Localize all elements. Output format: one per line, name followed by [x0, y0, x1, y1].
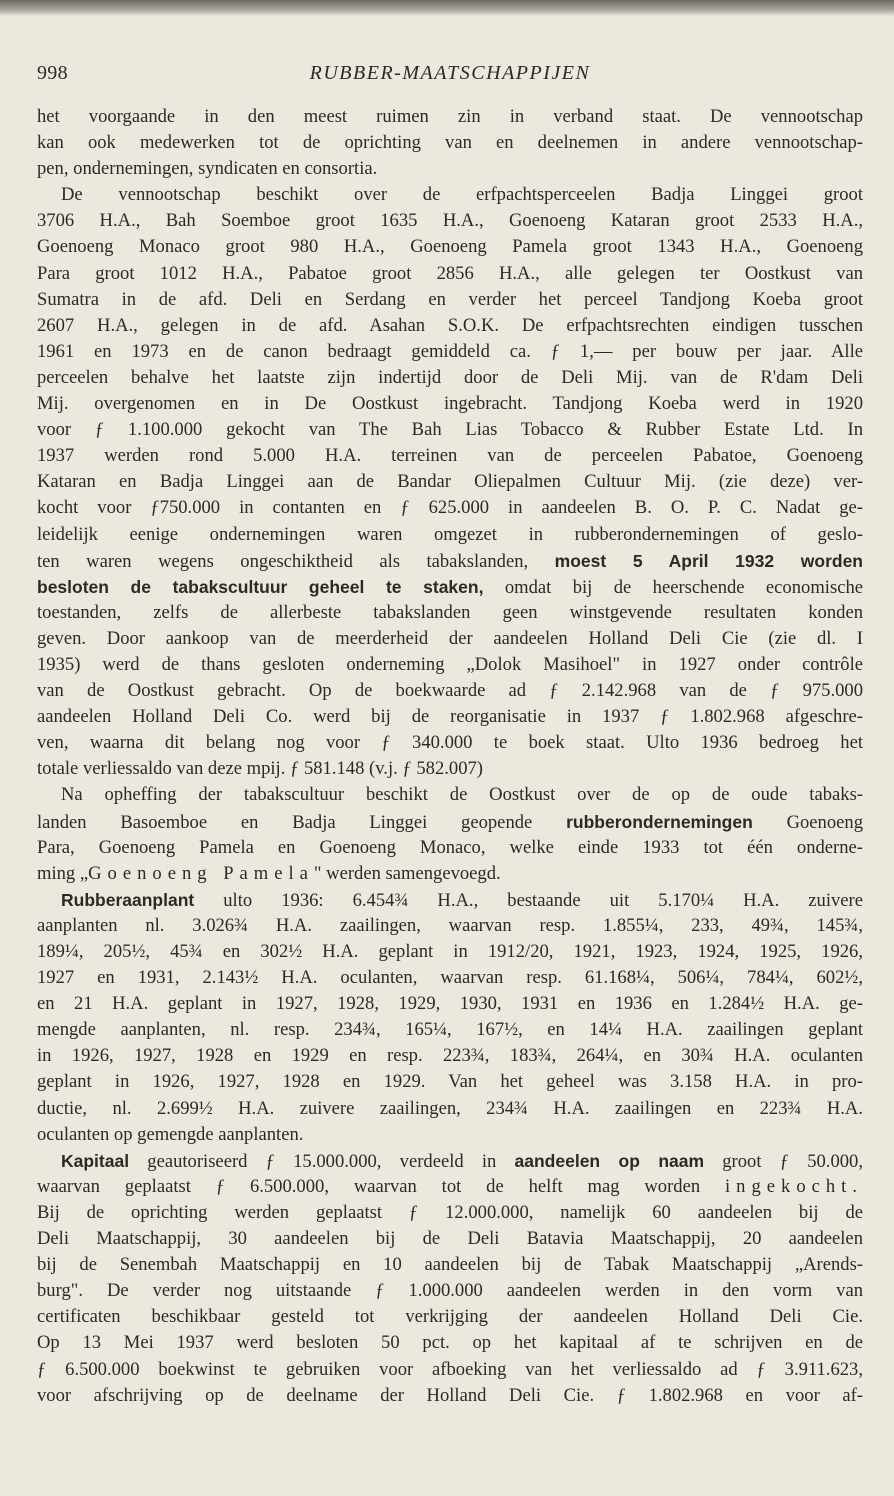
text-line: ven, waarna dit belang nog voor ƒ 340.000 te boek staat. Ulto 1936 bedroeg het: [37, 732, 863, 754]
bold-phrase: besloten de tabakscultuur geheel te staken,: [37, 576, 484, 597]
text-line: Na opheffing der tabakscultuur beschikt de Oostkust over de op de oude tabaks-: [61, 784, 863, 806]
text-line: voor ƒ 1.100.000 gekocht van The Bah Lias Tobacco & Rubber Estate Ltd. In: [37, 419, 863, 441]
section-heading: Rubberaanplant: [61, 889, 195, 910]
text-line: landen Basoemboe en Badja Linggei geopende rubberondernemingen Goenoeng: [37, 811, 863, 833]
text-line: leidelijk eenige ondernemingen waren omgezet in rubberondernemingen of geslo-: [37, 523, 863, 545]
text-line: 189¼, 205½, 45¾ en 302½ H.A. geplant in 1912/20, 1921, 1923, 1924, 1925, 1926,: [37, 941, 863, 962]
text-line: totale verliessaldo van deze mpij. ƒ 581.148 (v.j. ƒ 582.007): [37, 758, 483, 780]
text-line: Op 13 Mei 1937 werd besloten 50 pct. op het kapitaal af te schrijven en de: [37, 1332, 863, 1354]
page-number: 998: [37, 62, 68, 84]
text-line: pen, ondernemingen, syndicaten en consortia.: [37, 158, 378, 180]
text-line: Para groot 1012 H.A., Pabatoe groot 2856 H.A., alle gelegen ter Oostkust van: [37, 262, 863, 284]
text-line: geven. Door aankoop van de meerderheid der aandeelen Holland Deli Cie (zie dl. I: [37, 627, 863, 649]
text-line: 3706 H.A., Bah Soemboe groot 1635 H.A., Goenoeng Kataran groot 2533 H.A.,: [37, 210, 863, 232]
text-line: ƒ 6.500.000 boekwinst te gebruiken voor afboeking van het verliessaldo ad ƒ 3.911.623,: [37, 1358, 863, 1380]
scan-top-edge: [0, 0, 894, 16]
spaced-word: ingekocht.: [725, 1175, 863, 1197]
text-line: voor afschrijving op de deelname der Holland Deli Cie. ƒ 1.802.968 en voor af-: [37, 1384, 863, 1406]
text-line: Deli Maatschappij, 30 aandeelen bij de Deli Batavia Maatschappij, 20 aandeelen: [37, 1228, 863, 1250]
running-title: RUBBER-MAATSCHAPPIJEN: [309, 62, 591, 84]
bold-phrase: aandeelen op naam: [514, 1150, 705, 1171]
text-line: aandeelen Holland Deli Co. werd bij de reorganisatie in 1937 ƒ 1.802.968 afgeschre-: [37, 706, 863, 728]
text-line: in 1926, 1927, 1928 en 1929 en resp. 223¾, 183¾, 264¼, en 30¾ H.A. oculanten: [37, 1045, 863, 1067]
text-line: besloten de tabakscultuur geheel te staken, omdat bij de heerschende economische: [37, 576, 863, 598]
text-line: Sumatra in de afd. Deli en Serdang en verder het perceel Tandjong Koeba groot: [37, 288, 863, 310]
text-line: Para, Goenoeng Pamela en Goenoeng Monaco, welke einde 1933 tot één onderne-: [37, 836, 863, 858]
text-line: Kataran en Badja Linggei aan de Bandar Oliepalmen Cultuur Mij. (zie deze) ver-: [37, 471, 863, 493]
text-line: De vennootschap beschikt over de erfpachtsperceelen Badja Linggei groot: [61, 184, 863, 206]
text-line: Rubberaanplant ulto 1936: 6.454¾ H.A., bestaande uit 5.170¼ H.A. zuivere: [61, 889, 863, 911]
body-text: [37, 104, 863, 1409]
bold-phrase: rubberondernemingen: [566, 811, 753, 832]
text-line: 1961 en 1973 en de canon bedraagt gemiddeld ca. ƒ 1,— per bouw per jaar. Alle: [37, 340, 863, 362]
text-line: mengde aanplanten, nl. resp. 234¾, 165¼, 167½, en 14¼ H.A. zaailingen geplant: [37, 1019, 863, 1041]
text-line: geplant in 1926, 1927, 1928 en 1929. Van het geheel was 3.158 H.A. in pro-: [37, 1071, 863, 1093]
text-line: 2607 H.A., gelegen in de afd. Asahan S.O.K. De erfpachtsrechten eindigen tusschen: [37, 314, 863, 336]
text-line: perceelen behalve het laatste zijn indertijd door de Deli Mij. van de R'dam Deli: [37, 366, 863, 388]
bold-phrase: moest 5 April 1932 worden: [554, 550, 864, 571]
text-line: aanplanten nl. 3.026¾ H.A. zaailingen, waarvan resp. 1.855¼, 233, 49¾, 145¾,: [37, 914, 863, 936]
text-line: certificaten beschikbaar gesteld tot verkrijging der aandeelen Holland Deli Cie.: [37, 1306, 863, 1328]
text-line: Kapitaal geautoriseerd ƒ 15.000.000, verdeeld in aandeelen op naam groot ƒ 50.000,: [61, 1150, 863, 1172]
text-line: Bij de oprichting werden geplaatst ƒ 12.000.000, namelijk 60 aandeelen bij de: [37, 1201, 863, 1223]
text-line: ductie, nl. 2.699½ H.A. zuivere zaailingen, 234¾ H.A. zaailingen en 223¾ H.A.: [37, 1097, 863, 1119]
text-line: Mij. overgenomen en in De Oostkust ingebracht. Tandjong Koeba werd in 1920: [37, 393, 863, 415]
text-line: 1935) werd de thans gesloten onderneming „Dolok Masihoel" in 1927 onder contrôle: [37, 653, 863, 675]
text-line: ten waren wegens ongeschiktheid als tabakslanden, moest 5 April 1932 worden: [37, 550, 864, 572]
text-line: het voorgaande in den meest ruimen zin in verband staat. De vennootschap: [37, 106, 863, 127]
page-header: [37, 62, 863, 92]
text-line: oculanten op gemengde aanplanten.: [37, 1123, 304, 1145]
text-line: en 21 H.A. geplant in 1927, 1928, 1929, 1930, 1931 en 1936 en 1.284½ H.A. ge-: [37, 993, 863, 1015]
text-line: ming „Goenoeng Pamela" werden samengevoegd.: [37, 862, 501, 884]
text-line: kan ook medewerken tot de oprichting van en deelnemen in andere vennootschap-: [37, 132, 863, 154]
text-line: waarvan geplaatst ƒ 6.500.000, waarvan tot de helft mag worden ingekocht.: [37, 1175, 863, 1197]
section-heading: Kapitaal: [61, 1150, 130, 1171]
text-line: Goenoeng Monaco groot 980 H.A., Goenoeng Pamela groot 1343 H.A., Goenoeng: [37, 236, 863, 258]
spaced-name: Goenoeng Pamela: [88, 862, 314, 884]
text-line: toestanden, zelfs de allerbeste tabakslanden geen winstgevende resultaten konden: [37, 601, 863, 623]
text-line: 1937 werden rond 5.000 H.A. terreinen van de perceelen Pabatoe, Goenoeng: [37, 445, 863, 467]
text-line: 1927 en 1931, 2.143½ H.A. oculanten, waarvan resp. 61.168¼, 506¼, 784¼, 602½,: [37, 967, 863, 989]
text-line: burg". De verder nog uitstaande ƒ 1.000.000 aandeelen werden in den vorm van: [37, 1280, 863, 1302]
text-line: kocht voor ƒ750.000 in contanten en ƒ 625.000 in aandeelen B. O. P. C. Nadat ge-: [37, 497, 863, 519]
text-line: bij de Senembah Maatschappij en 10 aandeelen bij de Tabak Maatschappij „Arends-: [37, 1254, 863, 1276]
text-line: van de Oostkust gebracht. Op de boekwaarde ad ƒ 2.142.968 van de ƒ 975.000: [37, 680, 863, 702]
